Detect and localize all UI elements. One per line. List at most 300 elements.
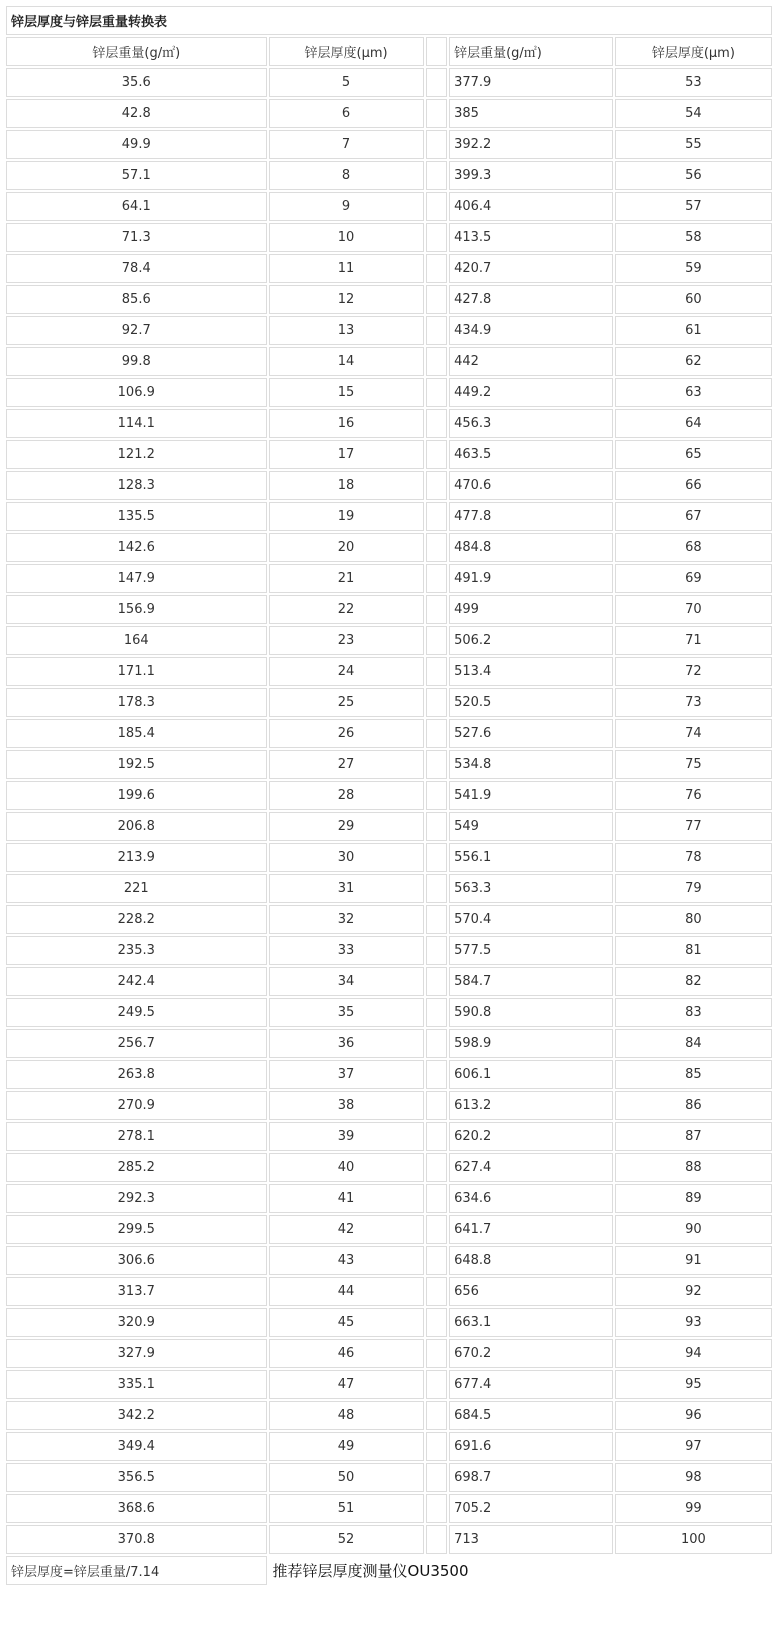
title-row [6,6,772,35]
column-separator [426,1060,448,1089]
weight-left-cell: 92.7 [6,316,267,345]
thickness-right-cell: 99 [615,1494,772,1523]
weight-left-cell: 64.1 [6,192,267,221]
table-row [6,254,772,283]
weight-right-cell: 427.8 [449,285,613,314]
column-separator [426,688,448,717]
thickness-left-cell: 31 [269,874,424,903]
table-row [6,967,772,996]
thickness-right-cell: 93 [615,1308,772,1337]
weight-left-cell: 320.9 [6,1308,267,1337]
weight-right-cell: 484.8 [449,533,613,562]
weight-right-cell: 684.5 [449,1401,613,1430]
thickness-right-cell: 57 [615,192,772,221]
table-row [6,812,772,841]
weight-left-cell: 349.4 [6,1432,267,1461]
thickness-right-cell: 91 [615,1246,772,1275]
table-row [6,843,772,872]
weight-right-cell: 513.4 [449,657,613,686]
thickness-left-cell: 49 [269,1432,424,1461]
column-separator [426,1184,448,1213]
table-row [6,688,772,717]
thickness-right-cell: 100 [615,1525,772,1554]
thickness-right-cell: 97 [615,1432,772,1461]
table-row [6,1060,772,1089]
weight-right-cell: 698.7 [449,1463,613,1492]
column-separator [426,1153,448,1182]
weight-right-cell: 413.5 [449,223,613,252]
thickness-left-cell: 48 [269,1401,424,1430]
weight-right-cell: 570.4 [449,905,613,934]
weight-left-cell: 206.8 [6,812,267,841]
table-row [6,347,772,376]
table-row [6,1308,772,1337]
thickness-right-cell: 53 [615,68,772,97]
column-separator [426,130,448,159]
weight-right-cell: 420.7 [449,254,613,283]
thickness-left-cell: 50 [269,1463,424,1492]
weight-left-cell: 121.2 [6,440,267,469]
thickness-right-cell: 59 [615,254,772,283]
table-row [6,1277,772,1306]
weight-right-cell: 620.2 [449,1122,613,1151]
table-row [6,1463,772,1492]
weight-left-cell: 171.1 [6,657,267,686]
thickness-right-cell: 92 [615,1277,772,1306]
table-row [6,1029,772,1058]
weight-right-cell: 691.6 [449,1432,613,1461]
weight-right-cell: 520.5 [449,688,613,717]
column-separator [426,1246,448,1275]
table-row [6,874,772,903]
weight-left-cell: 235.3 [6,936,267,965]
column-separator [426,316,448,345]
table-row [6,68,772,97]
thickness-left-cell: 13 [269,316,424,345]
table-row [6,130,772,159]
column-separator [426,564,448,593]
thickness-left-cell: 36 [269,1029,424,1058]
thickness-left-cell: 46 [269,1339,424,1368]
weight-left-cell: 263.8 [6,1060,267,1089]
weight-left-cell: 135.5 [6,502,267,531]
thickness-right-cell: 71 [615,626,772,655]
column-separator [426,378,448,407]
table-row [6,440,772,469]
thickness-right-cell: 68 [615,533,772,562]
thickness-left-cell: 17 [269,440,424,469]
column-separator [426,1215,448,1244]
table-row [6,409,772,438]
thickness-left-cell: 40 [269,1153,424,1182]
table-row [6,1091,772,1120]
weight-right-cell: 634.6 [449,1184,613,1213]
thickness-left-cell: 8 [269,161,424,190]
column-separator [426,502,448,531]
weight-left-cell: 49.9 [6,130,267,159]
thickness-left-cell: 21 [269,564,424,593]
weight-left-cell: 292.3 [6,1184,267,1213]
thickness-right-cell: 88 [615,1153,772,1182]
thickness-left-cell: 19 [269,502,424,531]
weight-left-cell: 142.6 [6,533,267,562]
thickness-right-cell: 74 [615,719,772,748]
thickness-left-cell: 25 [269,688,424,717]
weight-right-cell: 577.5 [449,936,613,965]
weight-right-cell: 670.2 [449,1339,613,1368]
weight-left-cell: 35.6 [6,68,267,97]
weight-right-cell: 627.4 [449,1153,613,1182]
column-separator [426,1463,448,1492]
table-row [6,1246,772,1275]
table-row [6,161,772,190]
thickness-right-cell: 94 [615,1339,772,1368]
thickness-left-cell: 39 [269,1122,424,1151]
weight-left-cell: 128.3 [6,471,267,500]
thickness-right-cell: 76 [615,781,772,810]
column-separator [426,1091,448,1120]
column-separator [426,812,448,841]
column-separator [426,1401,448,1430]
table-body [6,6,772,1554]
weight-right-cell: 442 [449,347,613,376]
weight-left-cell: 114.1 [6,409,267,438]
column-separator [426,874,448,903]
column-separator [426,843,448,872]
thickness-right-cell: 70 [615,595,772,624]
thickness-left-cell: 12 [269,285,424,314]
column-separator [426,37,448,66]
weight-right-cell: 470.6 [449,471,613,500]
table-row [6,750,772,779]
thickness-left-cell: 30 [269,843,424,872]
column-separator [426,936,448,965]
table-footer [6,1556,772,1585]
column-separator [426,1339,448,1368]
table-row [6,564,772,593]
thickness-left-cell: 18 [269,471,424,500]
thickness-right-cell: 87 [615,1122,772,1151]
thickness-right-cell: 67 [615,502,772,531]
thickness-right-cell: 75 [615,750,772,779]
thickness-left-cell: 16 [269,409,424,438]
table-row [6,905,772,934]
table-row [6,192,772,221]
table-row [6,1122,772,1151]
thickness-left-cell: 15 [269,378,424,407]
weight-right-cell: 677.4 [449,1370,613,1399]
weight-left-cell: 164 [6,626,267,655]
thickness-right-cell: 86 [615,1091,772,1120]
thickness-left-cell: 45 [269,1308,424,1337]
thickness-right-cell: 77 [615,812,772,841]
thickness-right-cell: 82 [615,967,772,996]
thickness-right-cell: 85 [615,1060,772,1089]
weight-right-cell: 656 [449,1277,613,1306]
thickness-right-cell: 64 [615,409,772,438]
thickness-left-cell: 42 [269,1215,424,1244]
column-separator [426,471,448,500]
column-separator [426,161,448,190]
thickness-right-cell: 96 [615,1401,772,1430]
thickness-right-cell: 60 [615,285,772,314]
weight-left-cell: 313.7 [6,1277,267,1306]
thickness-left-cell: 47 [269,1370,424,1399]
weight-left-cell: 213.9 [6,843,267,872]
thickness-left-cell: 26 [269,719,424,748]
weight-right-cell: 613.2 [449,1091,613,1120]
column-separator [426,1308,448,1337]
table-row [6,316,772,345]
weight-left-cell: 57.1 [6,161,267,190]
table-row [6,1401,772,1430]
weight-left-cell: 199.6 [6,781,267,810]
weight-left-cell: 99.8 [6,347,267,376]
header-thickness-left: 锌层厚度(μm) [269,37,424,66]
column-separator [426,223,448,252]
weight-right-cell: 506.2 [449,626,613,655]
weight-left-cell: 335.1 [6,1370,267,1399]
thickness-right-cell: 63 [615,378,772,407]
thickness-left-cell: 11 [269,254,424,283]
column-separator [426,1277,448,1306]
table-row [6,1494,772,1523]
column-separator [426,595,448,624]
thickness-left-cell: 20 [269,533,424,562]
thickness-left-cell: 35 [269,998,424,1027]
weight-right-cell: 563.3 [449,874,613,903]
weight-right-cell: 491.9 [449,564,613,593]
table-row [6,1184,772,1213]
thickness-left-cell: 44 [269,1277,424,1306]
weight-left-cell: 221 [6,874,267,903]
header-thickness-right: 锌层厚度(μm) [615,37,772,66]
thickness-right-cell: 89 [615,1184,772,1213]
header-weight-right: 锌层重量(g/㎡) [449,37,613,66]
table-row [6,533,772,562]
weight-right-cell: 541.9 [449,781,613,810]
thickness-left-cell: 33 [269,936,424,965]
column-separator [426,1525,448,1554]
thickness-left-cell: 9 [269,192,424,221]
thickness-right-cell: 56 [615,161,772,190]
weight-right-cell: 534.8 [449,750,613,779]
thickness-left-cell: 41 [269,1184,424,1213]
table-row [6,1215,772,1244]
weight-left-cell: 306.6 [6,1246,267,1275]
weight-right-cell: 463.5 [449,440,613,469]
table-row [6,1525,772,1554]
column-separator [426,750,448,779]
thickness-right-cell: 55 [615,130,772,159]
thickness-left-cell: 34 [269,967,424,996]
weight-right-cell: 477.8 [449,502,613,531]
weight-right-cell: 377.9 [449,68,613,97]
weight-left-cell: 368.6 [6,1494,267,1523]
column-separator [426,626,448,655]
column-separator [426,719,448,748]
column-separator [426,533,448,562]
weight-right-cell: 499 [449,595,613,624]
table-row [6,1432,772,1461]
weight-left-cell: 42.8 [6,99,267,128]
weight-left-cell: 299.5 [6,1215,267,1244]
column-separator [426,967,448,996]
formula-note: 锌层厚度=锌层重量/7.14 [6,1556,267,1585]
thickness-right-cell: 84 [615,1029,772,1058]
thickness-left-cell: 23 [269,626,424,655]
thickness-left-cell: 7 [269,130,424,159]
thickness-right-cell: 66 [615,471,772,500]
table-row [6,471,772,500]
weight-right-cell: 549 [449,812,613,841]
column-separator [426,1122,448,1151]
weight-right-cell: 606.1 [449,1060,613,1089]
thickness-left-cell: 24 [269,657,424,686]
thickness-right-cell: 65 [615,440,772,469]
weight-left-cell: 228.2 [6,905,267,934]
weight-right-cell: 705.2 [449,1494,613,1523]
thickness-right-cell: 61 [615,316,772,345]
thickness-left-cell: 28 [269,781,424,810]
weight-right-cell: 648.8 [449,1246,613,1275]
weight-right-cell: 713 [449,1525,613,1554]
column-separator [426,998,448,1027]
column-separator [426,657,448,686]
table-row [6,1370,772,1399]
weight-right-cell: 584.7 [449,967,613,996]
conversion-sheet [4,4,774,1587]
table-row [6,99,772,128]
thickness-right-cell: 58 [615,223,772,252]
weight-left-cell: 147.9 [6,564,267,593]
column-separator [426,192,448,221]
weight-left-cell: 256.7 [6,1029,267,1058]
weight-right-cell: 399.3 [449,161,613,190]
thickness-right-cell: 81 [615,936,772,965]
weight-right-cell: 598.9 [449,1029,613,1058]
table-row [6,595,772,624]
column-separator [426,409,448,438]
thickness-left-cell: 32 [269,905,424,934]
column-separator [426,347,448,376]
column-separator [426,1029,448,1058]
thickness-left-cell: 14 [269,347,424,376]
weight-left-cell: 185.4 [6,719,267,748]
weight-left-cell: 192.5 [6,750,267,779]
weight-left-cell: 327.9 [6,1339,267,1368]
weight-left-cell: 249.5 [6,998,267,1027]
thickness-right-cell: 62 [615,347,772,376]
thickness-left-cell: 37 [269,1060,424,1089]
table-row [6,223,772,252]
thickness-right-cell: 95 [615,1370,772,1399]
thickness-left-cell: 5 [269,68,424,97]
weight-right-cell: 392.2 [449,130,613,159]
table-row [6,502,772,531]
column-separator [426,905,448,934]
weight-right-cell: 663.1 [449,1308,613,1337]
table-row [6,378,772,407]
thickness-right-cell: 90 [615,1215,772,1244]
thickness-left-cell: 52 [269,1525,424,1554]
thickness-right-cell: 80 [615,905,772,934]
thickness-right-cell: 79 [615,874,772,903]
thickness-left-cell: 10 [269,223,424,252]
weight-left-cell: 156.9 [6,595,267,624]
table-title: 锌层厚度与锌层重量转换表 [6,6,772,35]
weight-right-cell: 434.9 [449,316,613,345]
thickness-left-cell: 51 [269,1494,424,1523]
table-row [6,626,772,655]
weight-left-cell: 285.2 [6,1153,267,1182]
thickness-left-cell: 38 [269,1091,424,1120]
weight-left-cell: 342.2 [6,1401,267,1430]
weight-right-cell: 456.3 [449,409,613,438]
weight-right-cell: 641.7 [449,1215,613,1244]
weight-right-cell: 590.8 [449,998,613,1027]
weight-right-cell: 527.6 [449,719,613,748]
column-separator [426,1494,448,1523]
thickness-left-cell: 43 [269,1246,424,1275]
thickness-right-cell: 69 [615,564,772,593]
weight-left-cell: 178.3 [6,688,267,717]
weight-left-cell: 78.4 [6,254,267,283]
footer-row [6,1556,772,1585]
table-row [6,657,772,686]
weight-left-cell: 270.9 [6,1091,267,1120]
thickness-left-cell: 29 [269,812,424,841]
weight-right-cell: 406.4 [449,192,613,221]
table-row [6,936,772,965]
column-separator [426,781,448,810]
weight-left-cell: 242.4 [6,967,267,996]
table-row [6,285,772,314]
weight-left-cell: 106.9 [6,378,267,407]
thickness-left-cell: 22 [269,595,424,624]
column-separator [426,440,448,469]
column-separator [426,99,448,128]
thickness-right-cell: 78 [615,843,772,872]
weight-left-cell: 71.3 [6,223,267,252]
thickness-right-cell: 98 [615,1463,772,1492]
weight-right-cell: 556.1 [449,843,613,872]
weight-left-cell: 370.8 [6,1525,267,1554]
thickness-left-cell: 6 [269,99,424,128]
column-separator [426,285,448,314]
weight-left-cell: 278.1 [6,1122,267,1151]
weight-right-cell: 449.2 [449,378,613,407]
weight-left-cell: 356.5 [6,1463,267,1492]
header-row [6,37,772,66]
column-separator [426,68,448,97]
zinc-conversion-table [4,4,774,1587]
recommendation-text: 推荐锌层厚度测量仪OU3500 [269,1556,772,1585]
thickness-right-cell: 72 [615,657,772,686]
column-separator [426,254,448,283]
table-row [6,719,772,748]
table-row [6,998,772,1027]
thickness-right-cell: 83 [615,998,772,1027]
table-row [6,781,772,810]
header-weight-left: 锌层重量(g/㎡) [6,37,267,66]
thickness-right-cell: 73 [615,688,772,717]
table-row [6,1339,772,1368]
column-separator [426,1370,448,1399]
weight-right-cell: 385 [449,99,613,128]
weight-left-cell: 85.6 [6,285,267,314]
thickness-left-cell: 27 [269,750,424,779]
